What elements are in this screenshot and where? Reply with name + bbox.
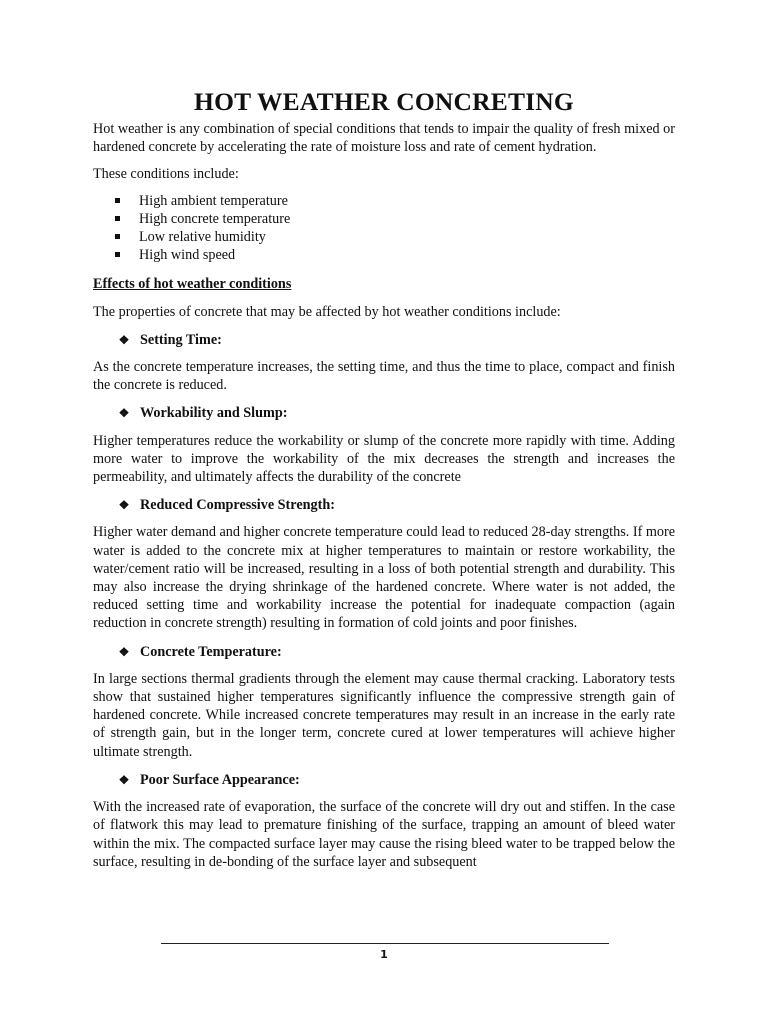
section-heading-text: Workability and Slump: (140, 405, 288, 422)
list-item (115, 192, 675, 210)
section-body: Higher temperatures reduce the workability or slump of the concrete more rapidly with time. Adding more water to improve the workability of the mix decreases the strength and increases the permeability, and ultimately affects the durability of the concrete (93, 432, 675, 486)
diamond-bullet-icon: ❖ (118, 406, 130, 421)
effects-heading: Effects of hot weather conditions (93, 276, 292, 293)
section-heading-text: Concrete Temperature: (140, 643, 282, 660)
section-body: With the increased rate of evaporation, the surface of the concrete will dry out and stiffen. In the case of flatwork this may lead to premature finishing of the surface, trapping an amount of bleed water within the mix. The compacted surface layer may cause the rising bleed water to be trapped below the surface, resulting in de-bonding of the surface layer and subsequent (93, 799, 675, 870)
list-item-text: Low relative humidity (139, 229, 266, 246)
square-bullet-icon (115, 234, 120, 239)
square-bullet-icon (115, 216, 120, 221)
section-heading-text: Poor Surface Appearance: (140, 771, 300, 788)
section-heading (117, 496, 675, 514)
list-item (115, 228, 675, 246)
diamond-bullet-icon: ❖ (118, 498, 130, 513)
list-item (115, 210, 675, 228)
footer-rule (161, 943, 609, 944)
list-item-text: High concrete temperature (139, 210, 291, 227)
square-bullet-icon (115, 252, 120, 257)
list-item-text: High wind speed (139, 247, 236, 264)
section-heading (117, 404, 675, 422)
list-item-text: High ambient temperature (139, 192, 288, 209)
section-heading (117, 771, 675, 789)
section-heading (117, 331, 675, 349)
document-title: HOT WEATHER CONCRETING (194, 87, 574, 116)
list-item (115, 246, 675, 264)
section-heading-text: Setting Time: (140, 331, 222, 348)
diamond-bullet-icon: ❖ (118, 772, 130, 787)
diamond-bullet-icon: ❖ (118, 332, 130, 347)
section-body: As the concrete temperature increases, the setting time, and thus the time to place, compact and finish the concrete is reduced. (93, 359, 675, 394)
section-body: Higher water demand and higher concrete temperature could lead to reduced 28-day strengths. If more water is added to the concrete mix at higher temperatures to maintain or restore workability, the water/cement ratio will be increased, resulting in a loss of both potential strength and durability. This may also increase the drying shrinkage of the hardened concrete. Where water is not added, the reduced setting time and workability increase the potential for inadequate compaction (again reduction in concrete strength) resulting in formation of cold joints and poor finishes. (93, 524, 675, 632)
page-number: 1 (380, 948, 388, 961)
conditions-list (93, 192, 675, 265)
section-heading (117, 643, 675, 661)
conditions-lead: These conditions include: (93, 166, 239, 183)
section-body: In large sections thermal gradients through the element may cause thermal cracking. Laboratory tests show that sustained higher temperatures significantly influence the compressive strength gain of hardened concrete. While increased concrete temperatures may result in an increase in the early rate of strength gain, but in the longer term, concrete cured at lower temperatures will achieve higher ultimate strength. (93, 670, 675, 760)
diamond-bullet-icon: ❖ (118, 644, 130, 659)
document-page (93, 86, 675, 871)
effects-lead: The properties of concrete that may be affected by hot weather conditions include: (93, 303, 561, 320)
square-bullet-icon (115, 198, 120, 203)
section-heading-text: Reduced Compressive Strength: (140, 497, 335, 514)
intro-paragraph: Hot weather is any combination of special conditions that tends to impair the quality of fresh mixed or hardened concrete by accelerating the rate of moisture loss and rate of cement hydration. (93, 121, 675, 156)
